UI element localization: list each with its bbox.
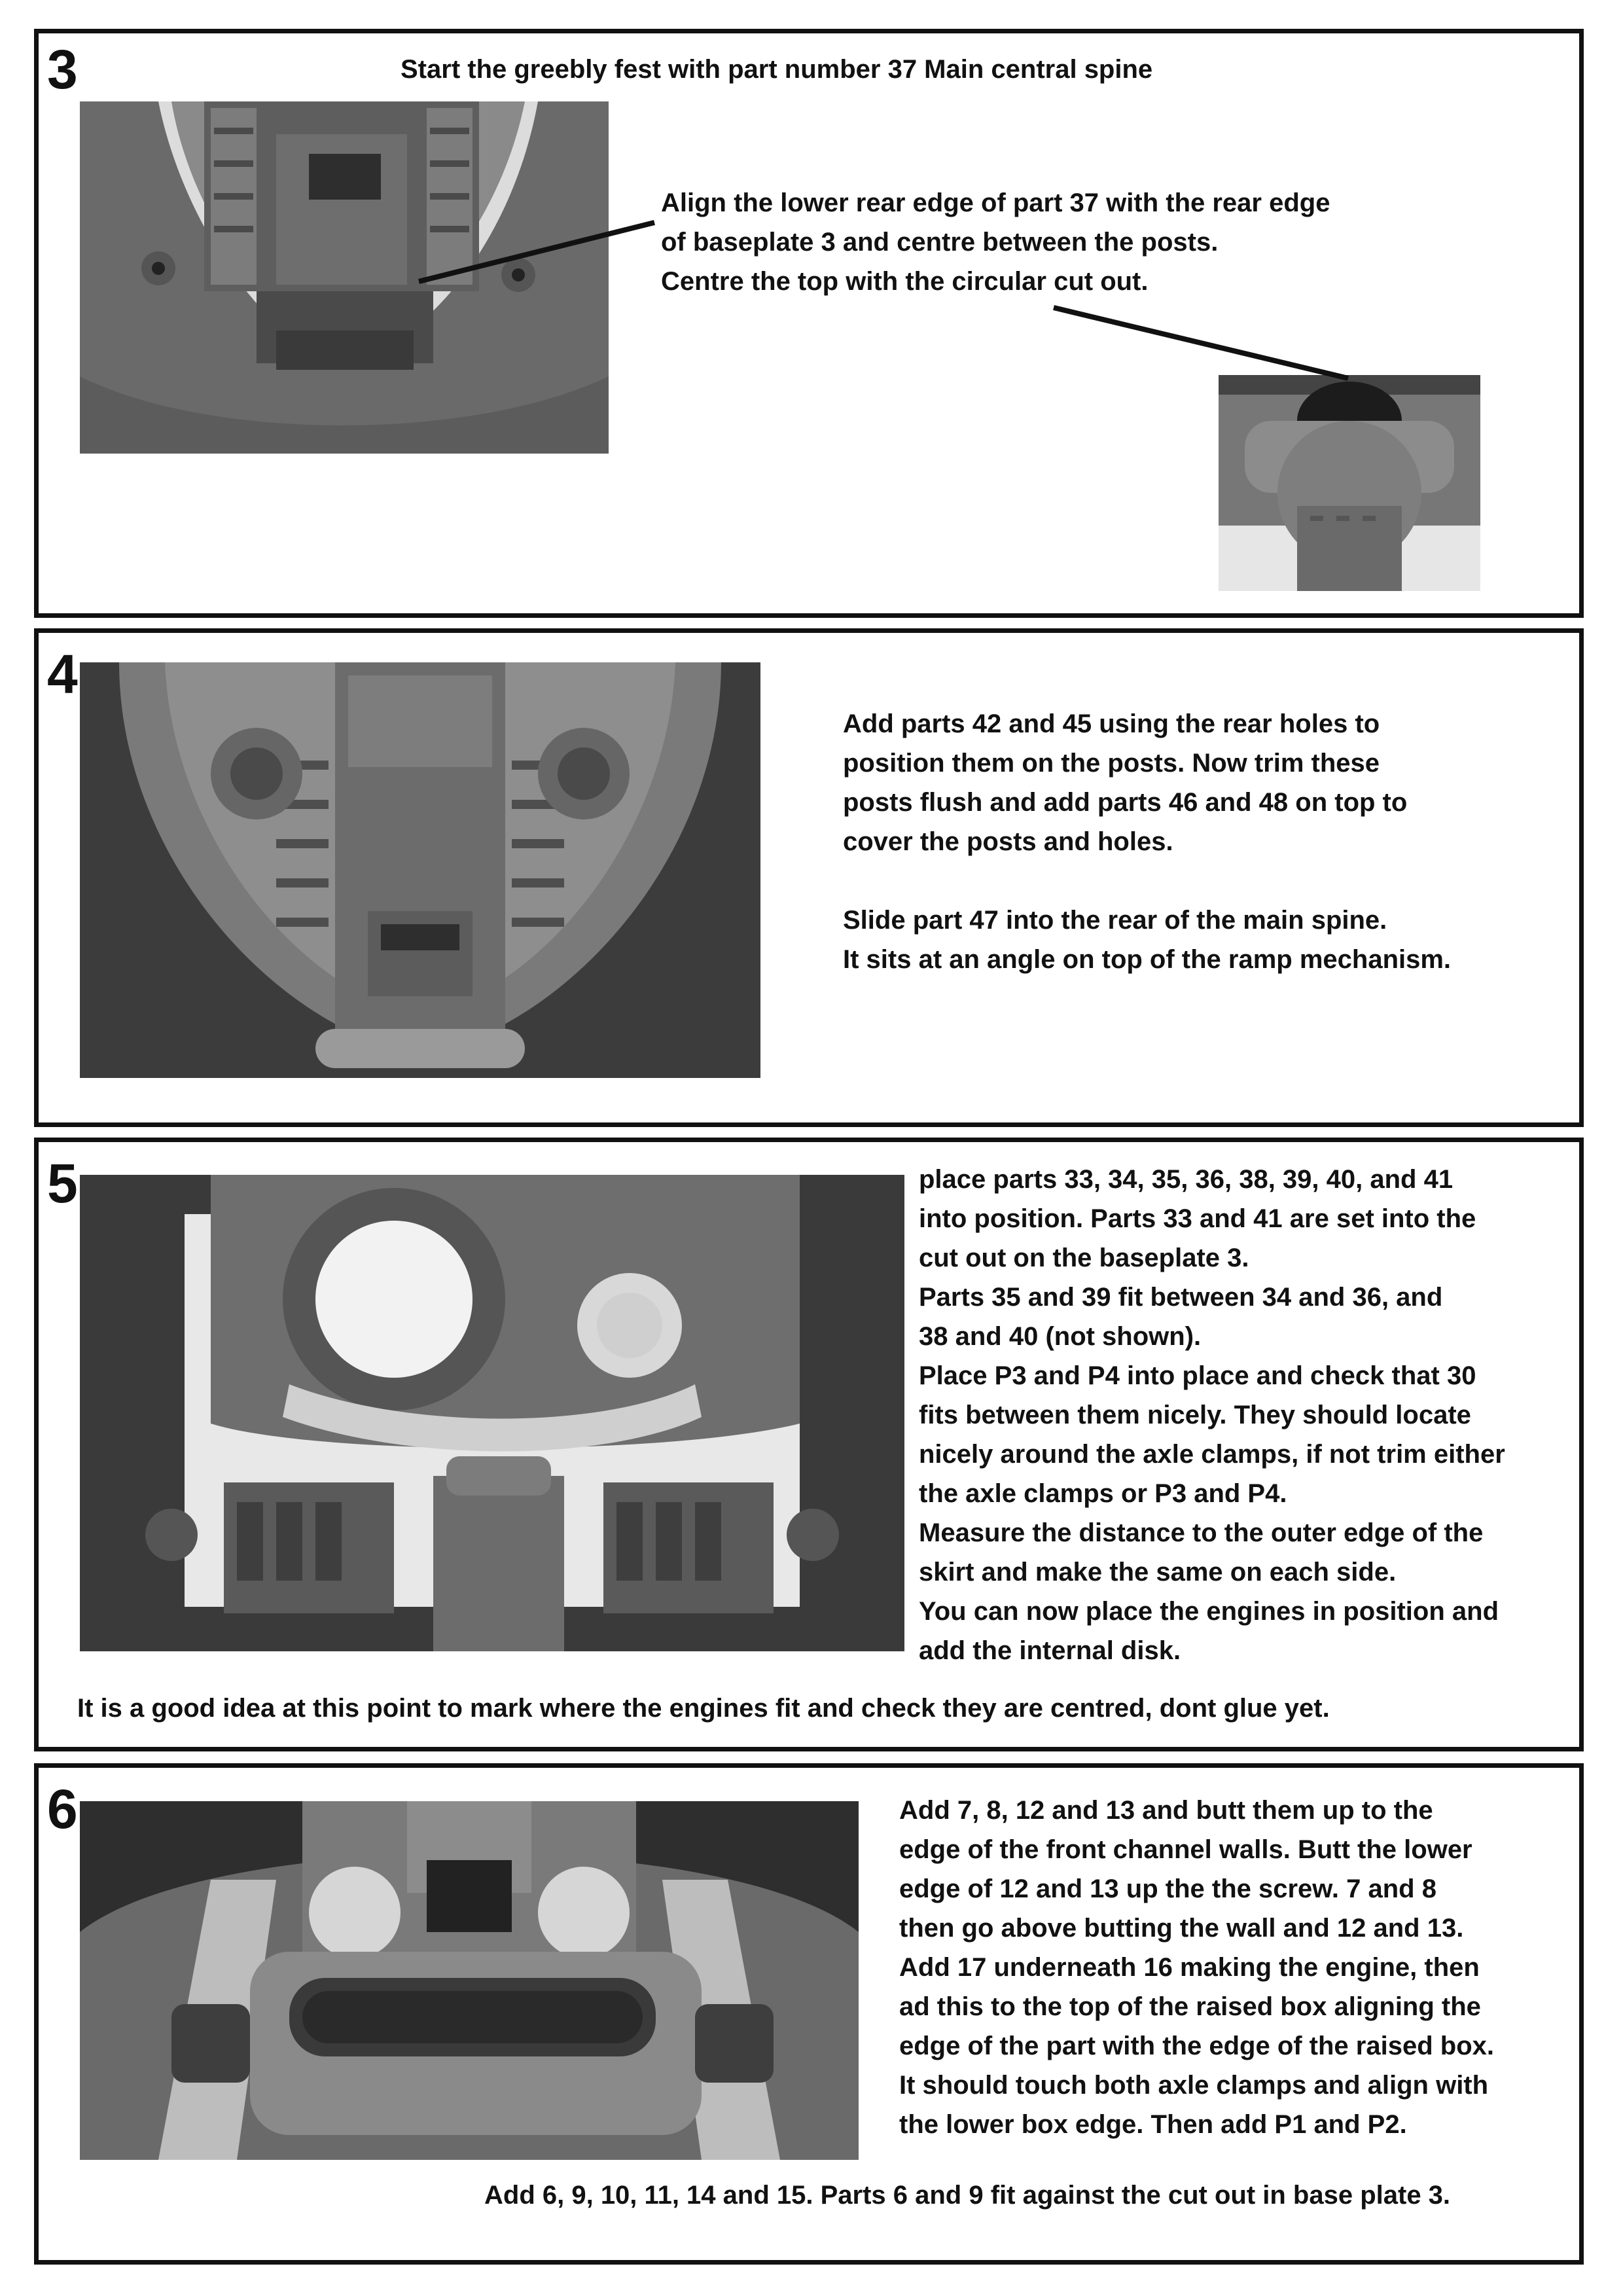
step-6-instructions [899, 1791, 1494, 2144]
step-3-instructions [661, 183, 1330, 301]
step-3-heading: Start the greebly fest with part number 37 Main central spine [401, 55, 1153, 84]
step-4-line-1: Add parts 42 and 45 using the rear holes to [843, 709, 1380, 738]
step-3-photo-cutout-detail [1219, 375, 1480, 591]
step-6-photo-raised-box [80, 1801, 859, 2160]
step-5-line-4: Parts 35 and 39 fit between 34 and 36, and [919, 1283, 1443, 1312]
step-4-line-2: position them on the posts. Now trim these [843, 749, 1380, 778]
step-4-line-4: cover the posts and holes. [843, 827, 1173, 856]
step-4-line-6: Slide part 47 into the rear of the main spine. [843, 906, 1387, 935]
step-4-line-7: It sits at an angle on top of the ramp mechanism. [843, 945, 1452, 974]
step-6-footer: Add 6, 9, 10, 11, 14 and 15. Parts 6 and 9 fit against the cut out in base plate 3. [484, 2181, 1451, 2210]
step-4-number: 4 [47, 643, 78, 705]
step-5-number: 5 [47, 1153, 78, 1214]
step-6-line-5: Add 17 underneath 16 making the engine, then [899, 1953, 1480, 1982]
step-5-line-7: fits between them nicely. They should locate [919, 1401, 1471, 1429]
step-3-number: 3 [47, 39, 78, 100]
step-6-line-9: the lower box edge. Then add P1 and P2. [899, 2110, 1407, 2139]
step-6-line-8: It should touch both axle clamps and align with [899, 2071, 1489, 2100]
step-3-line-3: Centre the top with the circular cut out. [661, 267, 1149, 296]
step-5-line-13: add the internal disk. [919, 1636, 1181, 1665]
step-3-photo-spine [80, 101, 609, 454]
step-5-line-8: nicely around the axle clamps, if not trim either [919, 1440, 1505, 1469]
step-5-line-3: cut out on the baseplate 3. [919, 1244, 1249, 1272]
step-3-line-2: of baseplate 3 and centre between the posts. [661, 228, 1219, 257]
step-5-footer: It is a good idea at this point to mark where the engines fit and check they are centred, dont glue yet. [77, 1694, 1330, 1723]
step-6-line-4: then go above butting the wall and 12 and 13. [899, 1914, 1464, 1943]
step-5-line-9: the axle clamps or P3 and P4. [919, 1479, 1287, 1508]
step-6-line-2: edge of the front channel walls. Butt the lower [899, 1835, 1472, 1864]
step-5-photo-engine-ring [80, 1175, 904, 1651]
step-4-line-5 [843, 861, 1451, 901]
step-4-photo-engine-pods [80, 662, 760, 1078]
step-5-line-5: 38 and 40 (not shown). [919, 1322, 1202, 1351]
step-5-line-6: Place P3 and P4 into place and check that 30 [919, 1361, 1476, 1390]
step-4-instructions [843, 704, 1451, 979]
step-6-line-6: ad this to the top of the raised box aligning the [899, 1992, 1481, 2021]
step-5-line-12: You can now place the engines in position and [919, 1597, 1499, 1626]
step-3-line-1: Align the lower rear edge of part 37 with the rear edge [661, 188, 1330, 217]
step-4-line-3: posts flush and add parts 46 and 48 on top to [843, 788, 1408, 817]
step-5-instructions [919, 1160, 1505, 1670]
step-5-line-1: place parts 33, 34, 35, 36, 38, 39, 40, and 41 [919, 1165, 1454, 1194]
step-6-number: 6 [47, 1778, 78, 1840]
step-6-line-7: edge of the part with the edge of the raised box. [899, 2032, 1494, 2060]
step-5-line-10: Measure the distance to the outer edge of the [919, 1518, 1484, 1547]
step-6-line-3: edge of 12 and 13 up the the screw. 7 and 8 [899, 1874, 1436, 1903]
step-6-line-1: Add 7, 8, 12 and 13 and butt them up to the [899, 1796, 1433, 1825]
step-5-line-2: into position. Parts 33 and 41 are set into the [919, 1204, 1476, 1233]
step-5-line-11: skirt and make the same on each side. [919, 1558, 1397, 1587]
